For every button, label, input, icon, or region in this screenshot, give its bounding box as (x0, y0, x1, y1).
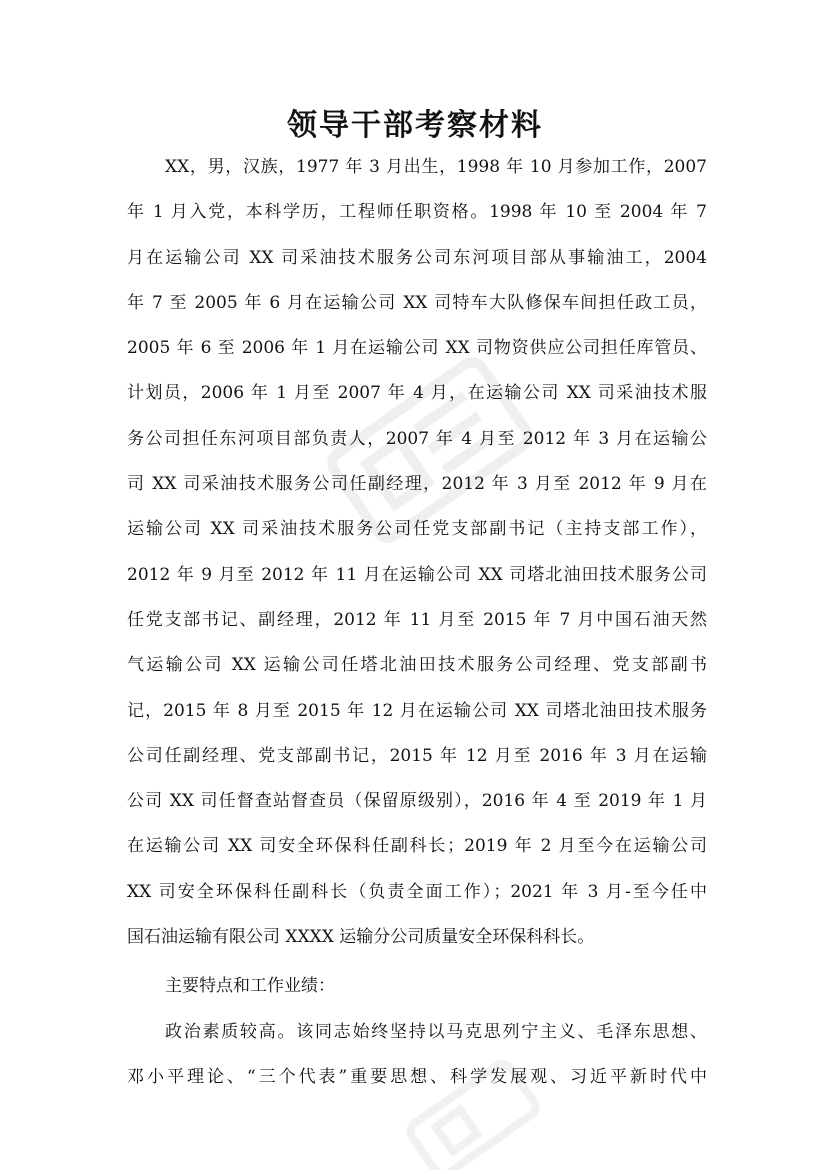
paragraph-line: 在运输公司 XX 司安全环保科任副科长；2019 年 2 月至今在运输公司 (127, 836, 707, 857)
paragraph-line: 国石油运输有限公司 XXXX 运输分公司质量安全环保科科长。 (127, 927, 595, 948)
paragraph-line: 年 7 至 2005 年 6 月在运输公司 XX 司特车大队修保车间担任政工员， (127, 292, 707, 313)
document-body (127, 145, 707, 1100)
paragraph-line: 2012 年 9 月至 2012 年 11 月在运输公司 XX 司塔北油田技术服务公司 (127, 564, 707, 585)
paragraph-line: XX 司安全环保科任副科长（负责全面工作）；2021 年 3 月-至今任中 (127, 881, 707, 902)
paragraph-line: 计划员，2006 年 1 月至 2007 年 4 月，在运输公司 XX 司采油技术服 (127, 383, 707, 404)
paragraph-line: 月在运输公司 XX 司采油技术服务公司东河项目部从事输油工，2004 (127, 247, 707, 268)
document-title: 领导干部考察材料 (287, 108, 543, 143)
paragraph-line: 公司 XX 司任督查站督查员（保留原级别），2016 年 4 至 2019 年 1 月 (127, 791, 707, 812)
paragraph-line: 务公司担任东河项目部负责人，2007 年 4 月至 2012 年 3 月在运输公 (127, 428, 707, 449)
paragraph-line: 运输公司 XX 司采油技术服务公司任党支部副书记（主持支部工作）， (127, 519, 707, 540)
paragraph-line: 2005 年 6 至 2006 年 1 月在运输公司 XX 司物资供应公司担任库管员、 (127, 338, 707, 359)
paragraph-line: 年 1 月入党，本科学历，工程师任职资格。1998 年 10 至 2004 年 7 (127, 202, 707, 223)
paragraph-line: 公司任副经理、党支部副书记，2015 年 12 月至 2016 年 3 月在运输 (127, 745, 707, 766)
section-heading: 主要特点和工作业绩： (165, 976, 335, 997)
paragraph-line: 气运输公司 XX 运输公司任塔北油田技术服务公司经理、党支部副书 (127, 655, 707, 676)
paragraph-line: 政治素质较高。该同志始终坚持以马克思列宁主义、毛泽东思想、 (165, 1021, 707, 1042)
paragraph-line: 记，2015 年 8 月至 2015 年 12 月在运输公司 XX 司塔北油田技术服务 (127, 700, 707, 721)
paragraph-line: 任党支部书记、副经理，2012 年 11 月至 2015 年 7 月中国石油天然 (127, 609, 707, 630)
paragraph-line: 司 XX 司采油技术服务公司任副经理，2012 年 3 月至 2012 年 9 月在 (127, 474, 707, 495)
paragraph-line: 邓小平理论、“三个代表”重要思想、科学发展观、习近平新时代中 (127, 1066, 707, 1087)
paragraph-line: XX，男，汉族，1977 年 3 月出生，1998 年 10 月参加工作，2007 (165, 157, 707, 177)
